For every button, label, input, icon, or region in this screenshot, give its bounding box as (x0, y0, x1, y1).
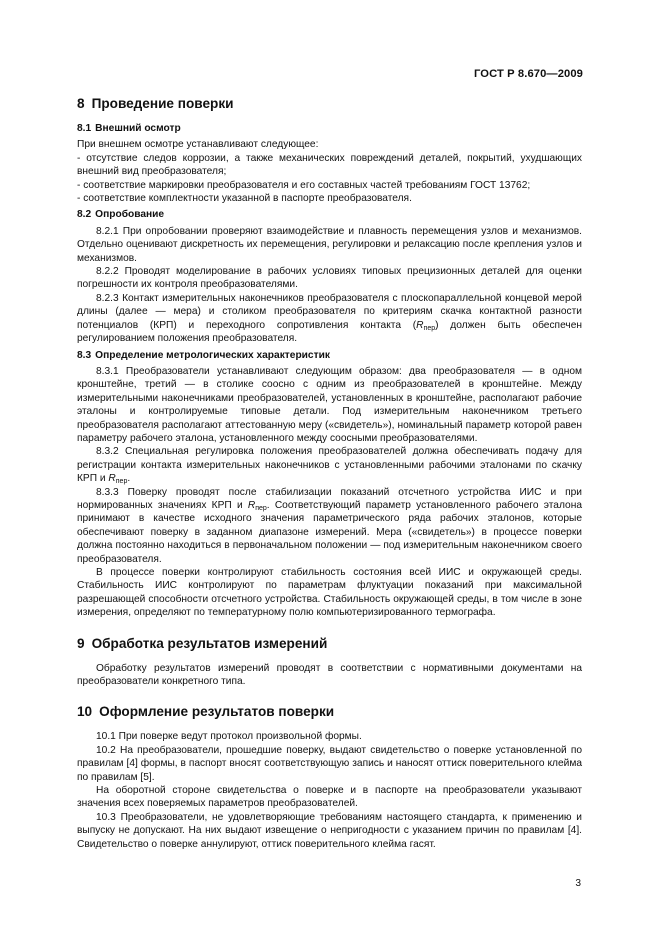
paragraph-10-2-note: На оборотной стороне свидетельства о поверке и в паспорте на преобразователи указывают значения всех поверяемых параметров преобразователей. (77, 785, 582, 810)
list-item: - соответствие маркировки преобразователя и его составных частей требованиям ГОСТ 13762; (77, 179, 531, 191)
list-item: - соответствие комплектности указанной в паспорте преобразователя. (77, 193, 412, 205)
symbol-r: R (247, 499, 256, 511)
paragraph-8-3-2: 8.3.2 Специальная регулировка положения преобразователей должна обеспечивать подачу для регистрации контакта измерительных наконечников с установленными рабочими эталонами по скачку КРП и $R_{пер}$. (77, 446, 582, 486)
section-8-2-heading: 8.2 Опробование (77, 209, 165, 221)
paragraph-8-2-3: 8.2.3 Контакт измерительных наконечников преобразователя с плоскопараллельной концевой мерой длины (далее — мера) и столиком преобразователя по критериям скачка контактной разности потенциалов (КРП) и переходного сопротивления контакта $(R_{пер})$ должен быть обеспечен регулированием положения преобразователя. (77, 292, 582, 345)
paragraph-8-3-1: 8.3.1 Преобразователи устанавливают следующим образом: два преобразователя — в одном кронштейне, третий — в столике соосно с одним из преобразователей в кронштейне. Между измерительными наконечниками преобразователей, установленных в кронштейне, располагают рабочие эталоны и контролируемые типовые детали. Под измерительным наконечником третьего преобразователя располагают аттестованную меру («свидетель»), номинальный параметр которой равен параметру рабочего эталона, установленного между соосными преобразователями. (77, 365, 582, 444)
subscript-per: пер (255, 504, 267, 512)
section-8-1-intro: При внешнем осмотре устанавливают следующее: (77, 139, 319, 151)
section-8-1-heading: 8.1 Внешний осмотр (77, 123, 181, 134)
paragraph-8-3-3: 8.3.3 Поверку проводят после стабилизации показаний отсчетного устройства ИИС и при нормированных значениях КРП и $R_{пер}$. Соответствующий параметр установленного рабочего эталона принимают в качестве исходного значения параметрического ряда рабочих эталонов, которые обеспечивают поверку в заданном диапазоне измерений. Мера («свидетель») в процессе поверки должна постоянно находиться в первоначальном положении — под измерительным наконечником своего преобразователя. (77, 486, 582, 565)
document-body (77, 96, 582, 851)
symbol-r: R (416, 319, 424, 331)
paragraph-10-3: 10.3 Преобразователи, не удовлетворяющие требованиям настоящего стандарта, к применению и выпуску не допускают. На них выдают извещение о непригодности с указанием причин по правилам [4]. Свидетельство о поверке аннулируют, оттиск поверительного клейма гасят. (77, 811, 582, 850)
section-8-3-heading: 8.3 Определение метрологических характеристик (77, 349, 330, 361)
paragraph-9: Обработку результатов измерений проводят в соответствии с нормативными документами на преобразователи конкретного типа. (77, 662, 582, 688)
paragraph-8-2-2: 8.2.2 Проводят моделирование в рабочих условиях типовых прецизионных деталей для оценки погрешности их контроля преобразователями. (77, 266, 582, 291)
list-item: - отсутствие следов коррозии, а также механических повреждений деталей, покрытий, ухудшающих внешний вид преобразователя; (77, 152, 582, 178)
paragraph-8-3-4: В процессе поверки контролируют стабильность состояния всей ИИС и окружающей среды. Стабильность ИИС контролируют по параметрам флуктуации показаний при максимальной разрешающей способности отсчетного устройства. Стабильность окружающей среды, в том числе в зоне измерения, определяют по температурному полю компьютеризированного термографа. (77, 567, 582, 619)
paragraph-10-1: 10.1 При поверке ведут протокол произвольной формы. (96, 731, 362, 743)
section-8-heading: 8 Проведение поверки (77, 96, 234, 111)
symbol-r: R (108, 473, 116, 485)
paragraph-10-2: 10.2 На преобразователи, прошедшие поверку, выдают свидетельство о поверке установленной по правилам [4] формы, в паспорт вносят соответствующую запись и наносят оттиск поверительного клейма по правилам [5]. (77, 744, 582, 783)
section-10-heading: 10 Оформление результатов поверки (77, 704, 335, 720)
document-header: ГОСТ Р 8.670—2009 (474, 68, 583, 80)
page-number: 3 (575, 878, 581, 889)
subscript-per: пер (423, 324, 436, 332)
subscript-per: пер (115, 478, 128, 486)
section-9-heading: 9 Обработка результатов измерений (77, 635, 328, 651)
paragraph-8-2-1: 8.2.1 При опробовании проверяют взаимодействие и плавность перемещения узлов и механизмов. Отдельно оценивают дискретность их перемещения, регулировки и релаксацию после крепления узлов и механизмов. (77, 225, 582, 264)
